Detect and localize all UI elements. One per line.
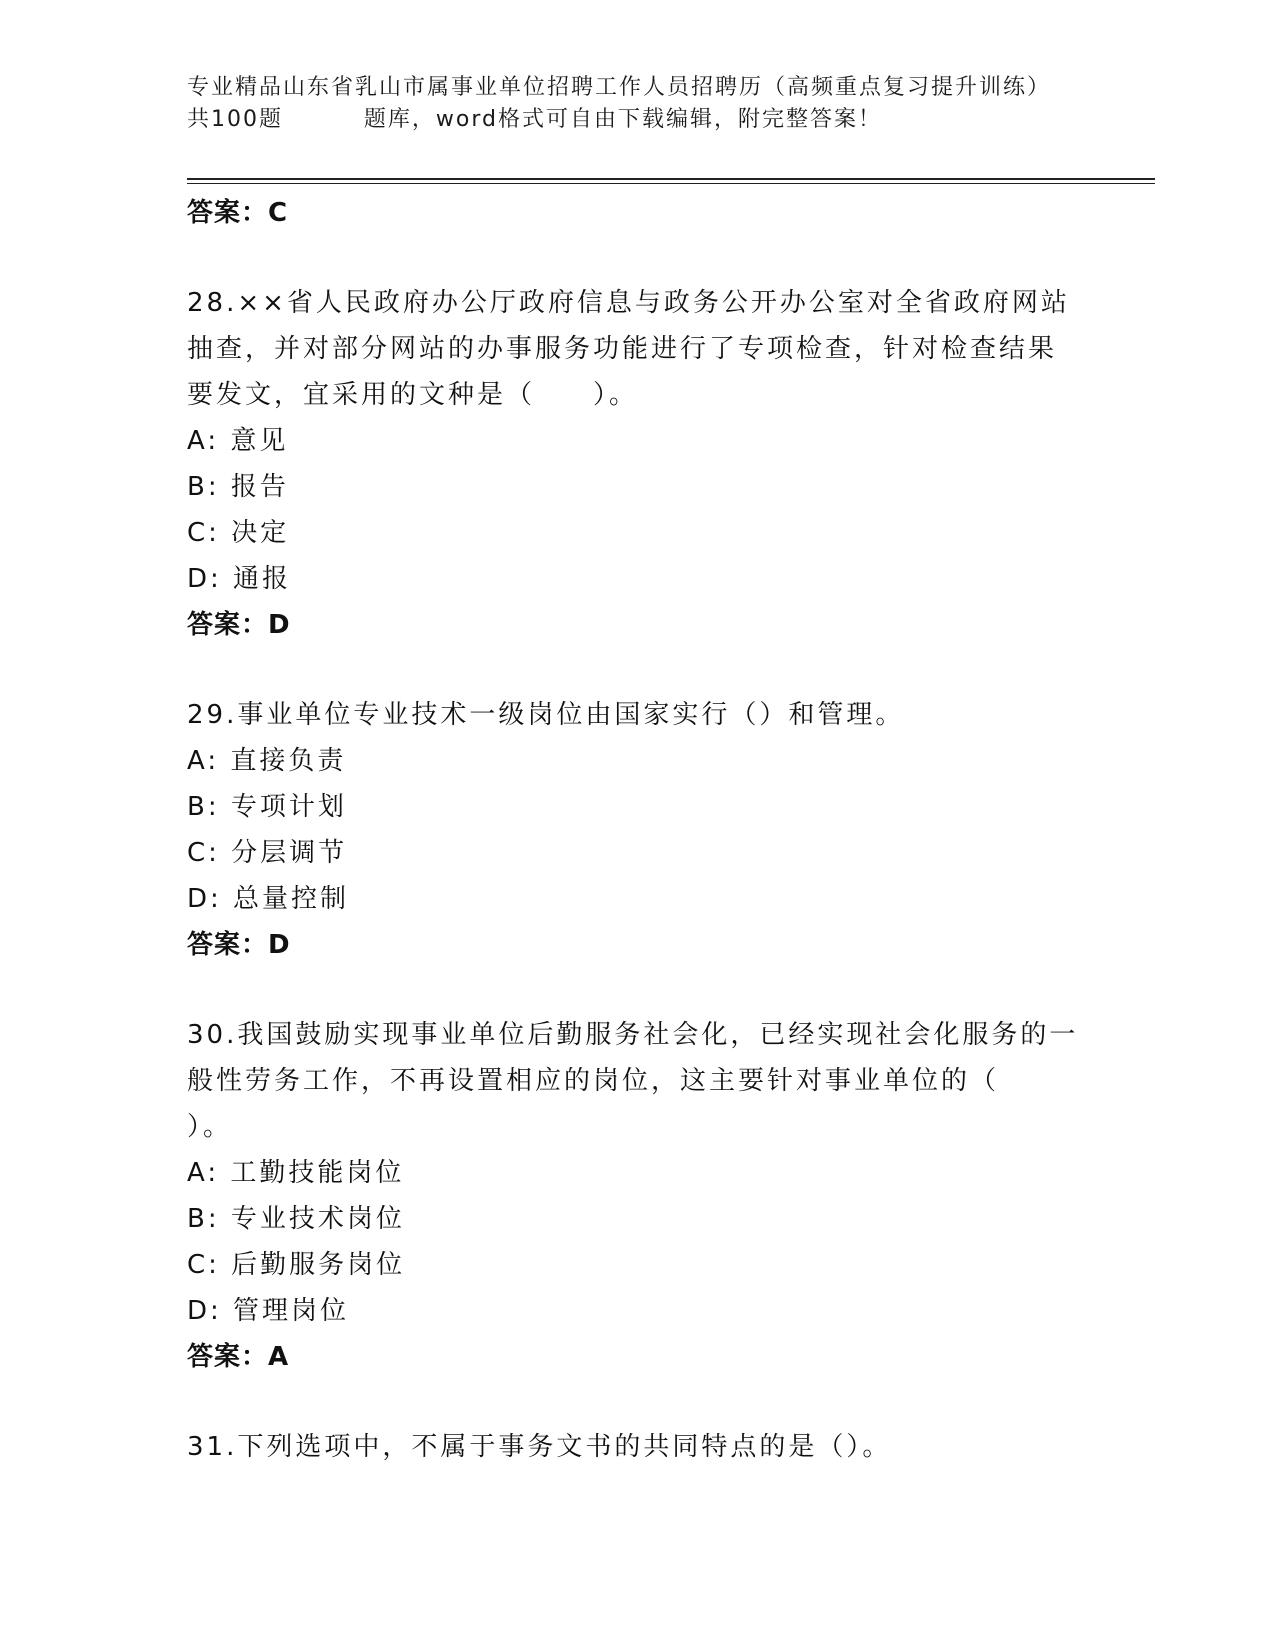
header-subtitle-line: 共100题 题库，word格式可自由下载编辑，附完整答案！: [187, 107, 883, 132]
option-d: D: 管理岗位: [187, 1296, 350, 1326]
answer-line: 答案：D: [187, 610, 291, 640]
answer-line: 答案：A: [187, 1342, 290, 1372]
question-item: [187, 1424, 1107, 1470]
question-text-line: 29.事业单位专业技术一级岗位由国家实行（）和管理。: [187, 700, 905, 730]
question-item: [187, 1012, 1107, 1380]
question-text-line: 抽查，并对部分网站的办事服务功能进行了专项检查，针对检查结果: [187, 334, 1058, 364]
question-item: [187, 280, 1107, 648]
question-list: [187, 186, 1107, 1470]
header-divider-thin: [187, 183, 1155, 184]
option-c: C: 后勤服务岗位: [187, 1250, 406, 1280]
option-b: B: 专项计划: [187, 792, 347, 822]
question-text-line: ）。: [187, 1112, 233, 1142]
option-b: B: 专业技术岗位: [187, 1204, 405, 1234]
question-text-line: 要发文，宜采用的文种是（ ）。: [187, 380, 639, 410]
question-text-line: 30.我国鼓励实现事业单位后勤服务社会化，已经实现社会化服务的一: [187, 1020, 1079, 1050]
page-header: [187, 72, 1087, 136]
option-c: C: 分层调节: [187, 838, 348, 868]
question-text-line: 31.下列选项中，不属于事务文书的共同特点的是（）。: [187, 1432, 892, 1462]
answer-line: 答案：D: [187, 930, 291, 960]
answer-line: 答案：C: [187, 198, 289, 228]
option-d: D: 通报: [187, 564, 292, 594]
question-text-line: 28.××省人民政府办公厅政府信息与政务公开办公室对全省政府网站: [187, 288, 1070, 318]
option-d: D: 总量控制: [187, 884, 350, 914]
option-a: A: 工勤技能岗位: [187, 1158, 405, 1188]
header-title-line: 专业精品山东省乳山市属事业单位招聘工作人员招聘历（高频重点复习提升训练）: [187, 75, 1052, 100]
option-a: A: 意见: [187, 426, 289, 456]
header-divider: [187, 178, 1155, 180]
question-text-line: 般性劳务工作，不再设置相应的岗位，这主要针对事业单位的（: [187, 1066, 1000, 1096]
option-c: C: 决定: [187, 518, 290, 548]
option-b: B: 报告: [187, 472, 289, 502]
question-item: [187, 692, 1107, 968]
option-a: A: 直接负责: [187, 746, 347, 776]
